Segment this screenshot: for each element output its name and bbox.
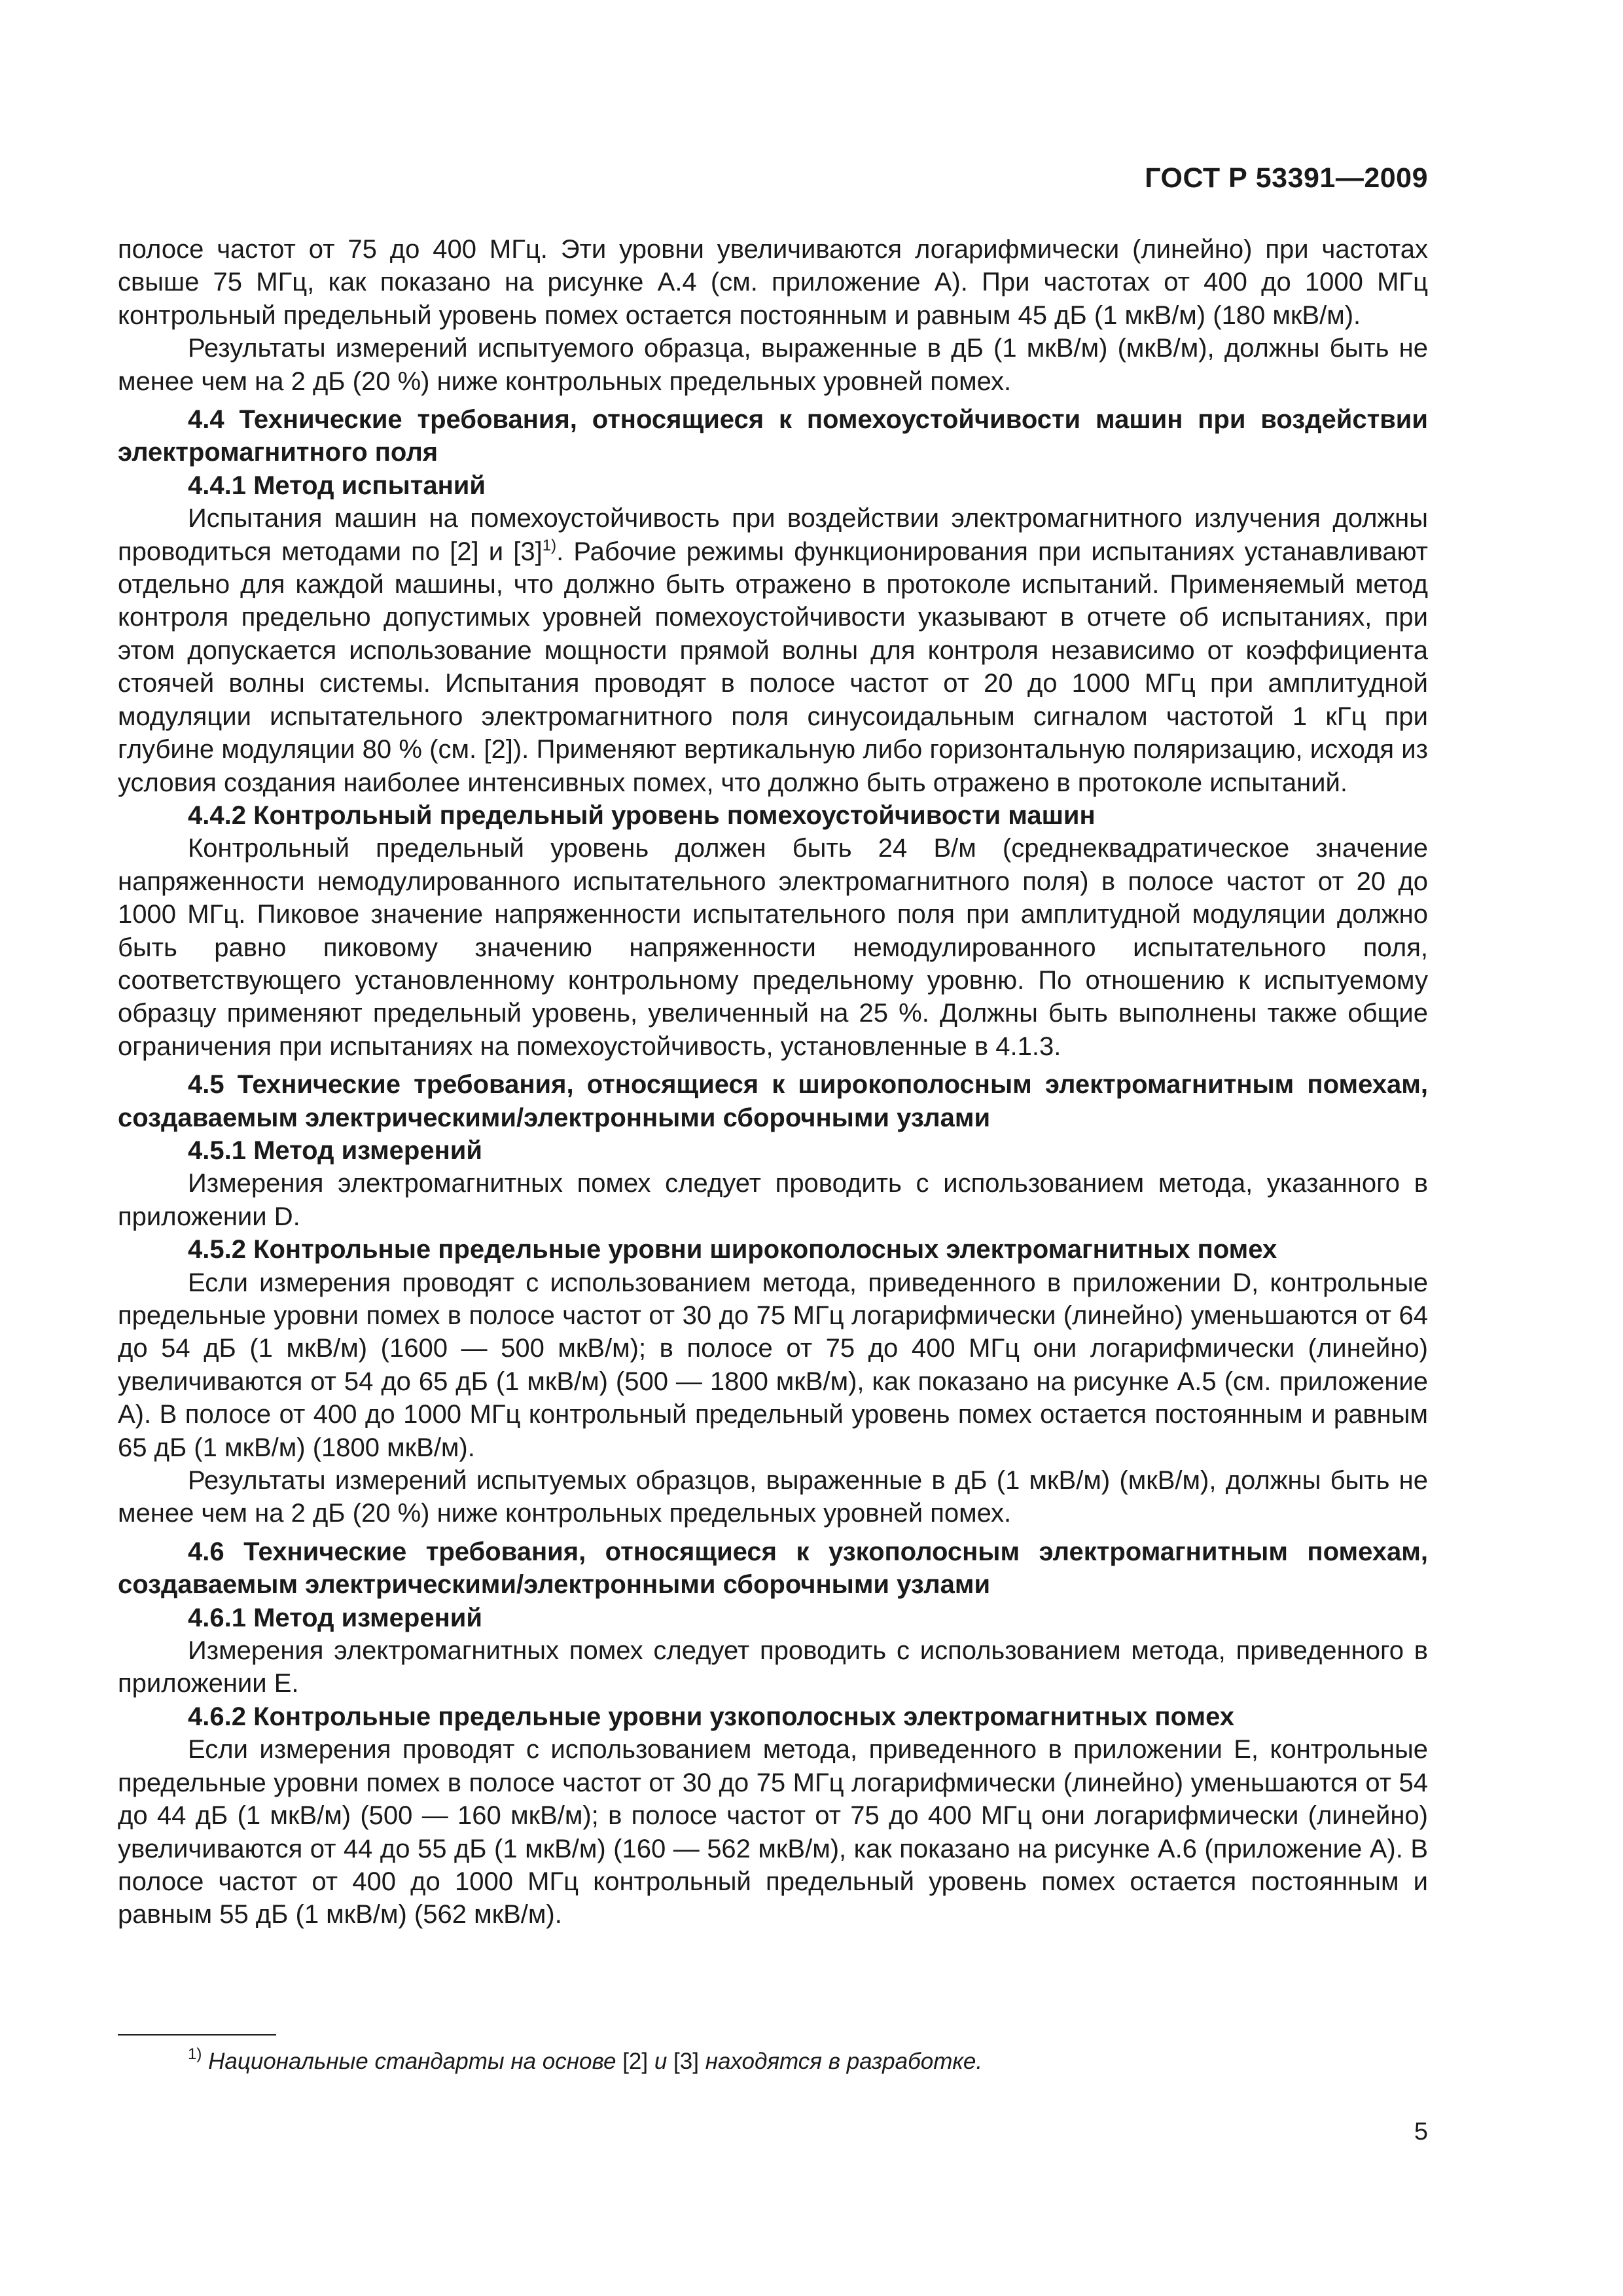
footnote-ref: [2] (622, 2049, 649, 2074)
footnote-reference[interactable]: 1) (542, 536, 557, 554)
subsection-heading-4-5-2: 4.5.2 Контрольные предельные уровни широкополосных электромагнитных помех (188, 1235, 1277, 1265)
subsection-heading-4-5-1: 4.5.1 Метод измерений (188, 1136, 482, 1165)
paragraph: Результаты измерений испытуемых образцов, выраженные в дБ (1 мкВ/м) (мкВ/м), должны быть не менее чем на 2 дБ (20 %) ниже контрольных предельных уровней помех. (118, 1466, 1428, 1528)
subsection-heading-4-6-2: 4.6.2 Контрольные предельные уровни узкополосных электромагнитных помех (188, 1702, 1235, 1731)
section-heading-4-5: 4.5 Технические требования, относящиеся к широкополосным электромагнитным помехам, создаваемым электрическими/электронными сборочными узлами (118, 1070, 1428, 1132)
paragraph: Результаты измерений испытуемого образца, выраженные в дБ (1 мкВ/м) (мкВ/м), должны быть не менее чем на 2 дБ (20 %) ниже контрольных предельных уровней помех. (118, 334, 1428, 396)
page-number: 5 (1414, 2118, 1428, 2145)
subsection-heading-4-6-1: 4.6.1 Метод измерений (188, 1603, 482, 1632)
paragraph-text: Испытания машин на помехоустойчивость при воздействии электромагнитного излучения должны проводиться методами по [2] и [3] (118, 504, 1428, 566)
footnote-ref: [3] (673, 2049, 699, 2074)
paragraph: Контрольный предельный уровень должен быть 24 В/м (среднеквадратическое значение напряженности немодулированного испытательного электромагнитного поля) в полосе частот от 20 до 1000 МГц. Пиковое значение напряженности испытательного поля при амплитудной модуляции должно быть равно пиковому значению напряженности немодулированного испытательного поля, соответствующего установленному контрольному предельному уровню. По отношению к испытуемому образцу применяют предельный уровень, увеличенный на 25 %. Должны быть выполнены также общие ограничения при испытаниях на помехоустойчивость, установленные в 4.1.3. (118, 834, 1428, 1061)
footnote-separator (118, 2034, 276, 2036)
document-body (118, 233, 1428, 1931)
paragraph: полосе частот от 75 до 400 МГц. Эти уровни увеличиваются логарифмически (линейно) при частотах свыше 75 МГц, как показано на рисунке А.4 (см. приложение А). При частотах от 400 до 1000 МГц контрольный предельный уровень помех остается постоянным и равным 45 дБ (1 мкВ/м) (180 мкВ/м). (118, 235, 1428, 330)
paragraph: Если измерения проводят с использованием метода, приведенного в приложении Е, контрольные предельные уровни помех в полосе частот от 30 до 75 МГц логарифмически (линейно) уменьшаются от 54 до 44 дБ (1 мкВ/м) (500 — 160 мкВ/м); в полосе частот от 75 до 400 МГц они логарифмически (линейно) увеличиваются от 44 до 55 дБ (1 мкВ/м) (160 — 562 мкВ/м), как показано на рисунке А.6 (приложение А). В полосе частот от 400 до 1000 МГц контрольный предельный уровень помех остается постоянным и равным 55 дБ (1 мкВ/м) (562 мкВ/м). (118, 1735, 1428, 1929)
footnote-text: Национальные стандарты на основе (208, 2049, 616, 2074)
paragraph: Измерения электромагнитных помех следует проводить с использованием метода, указанного в приложении D. (118, 1169, 1428, 1231)
footnote-text: находятся в разработке. (705, 2049, 983, 2074)
paragraph: Если измерения проводят с использованием метода, приведенного в приложении D, контрольные предельные уровни помех в полосе частот от 30 до 75 МГц логарифмически (линейно) уменьшаются от 64 до 54 дБ (1 мкВ/м) (1600 — 500 мкВ/м); в полосе от 75 до 400 МГц они логарифмически (линейно) увеличиваются от 54 до 65 дБ (1 мкВ/м) (500 — 1800 мкВ/м), как показано на рисунке А.5 (см. приложение А). В полосе от 400 до 1000 МГц контрольный предельный уровень помех остается постоянным и равным 65 дБ (1 мкВ/м) (1800 мкВ/м). (118, 1268, 1428, 1462)
section-heading-4-4: 4.4 Технические требования, относящиеся к помехоустойчивости машин при воздействии электромагнитного поля (118, 405, 1428, 467)
footnote-text: и (654, 2049, 668, 2074)
footnote-marker: 1) (188, 2045, 202, 2063)
section-heading-4-6: 4.6 Технические требования, относящиеся к узкополосным электромагнитным помехам, создаваемым электрическими/электронными сборочными узлами (118, 1537, 1428, 1600)
subsection-heading-4-4-2: 4.4.2 Контрольный предельный уровень помехоустойчивости машин (188, 800, 1096, 830)
paragraph-text: . Рабочие режимы функционирования при испытаниях устанавливают отдельно для каждой машины, что должно быть отражено в протоколе испытаний. Применяемый метод контроля предельно допустимых уровней помехоустойчивости указывают в отчете об испытаниях, при этом допускается использование мощности прямой волны для контроля независимо от коэффициента стоячей волны системы. Испытания проводят в полосе частот от 20 до 1000 МГц при амплитудной модуляции испытательного электромагнитного поля синусоидальным сигналом частотой 1 кГц при глубине модуляции 80 % (см. [2]). Применяют вертикальную либо горизонтальную поляризацию, исходя из условия создания наиболее интенсивных помех, что должно быть отражено в протоколе испытаний. (118, 537, 1429, 797)
paragraph: Измерения электромагнитных помех следует проводить с использованием метода, приведенного в приложении Е. (118, 1636, 1428, 1698)
subsection-heading-4-4-1: 4.4.1 Метод испытаний (188, 471, 486, 500)
paragraph (118, 502, 1428, 799)
footnote (188, 2047, 1418, 2076)
document-code: ГОСТ Р 53391—2009 (1145, 162, 1428, 194)
